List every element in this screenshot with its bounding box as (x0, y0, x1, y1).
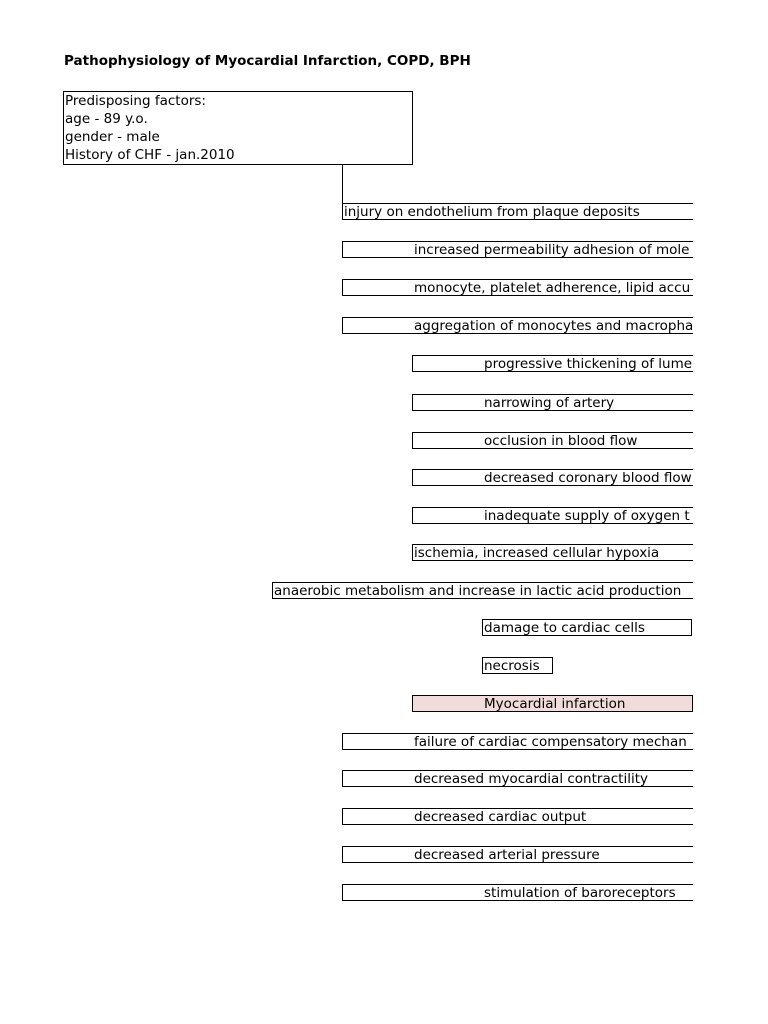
node-myocardial-infarction: Myocardial infarction (412, 695, 693, 712)
node-contractility: decreased myocardial contractility (342, 770, 693, 787)
node-thickening: progressive thickening of lume (412, 355, 693, 372)
node-cell-damage: damage to cardiac cells (482, 619, 692, 636)
predisposing-factors-box (63, 91, 413, 165)
predisposing-factor-gender: gender - male (65, 129, 160, 145)
predisposing-factor-history: History of CHF - jan.2010 (65, 147, 235, 163)
node-coronary-flow: decreased coronary blood flow (412, 469, 693, 486)
node-baroreceptors: stimulation of baroreceptors (342, 884, 693, 901)
flow-connector-line (342, 165, 343, 203)
page-title: Pathophysiology of Myocardial Infarction, COPD, BPH (64, 53, 471, 69)
node-ischemia: ischemia, increased cellular hypoxia (412, 544, 693, 561)
node-aggregation: aggregation of monocytes and macropha (342, 317, 693, 334)
node-narrowing: narrowing of artery (412, 394, 693, 411)
node-oxygen-supply: inadequate supply of oxygen t (412, 507, 693, 524)
predisposing-factor-age: age - 89 y.o. (65, 111, 148, 127)
predisposing-factors-heading: Predisposing factors: (65, 93, 206, 109)
node-arterial-pressure: decreased arterial pressure (342, 846, 693, 863)
node-anaerobic: anaerobic metabolism and increase in lactic acid production (272, 582, 693, 599)
node-necrosis: necrosis (482, 657, 553, 674)
node-occlusion: occlusion in blood flow (412, 432, 693, 449)
node-monocyte-platelet: monocyte, platelet adherence, lipid accu (342, 279, 693, 296)
node-compensatory-failure: failure of cardiac compensatory mechan (342, 733, 693, 750)
node-permeability: increased permeability adhesion of mole (342, 241, 693, 258)
node-cardiac-output: decreased cardiac output (342, 808, 693, 825)
node-injury: injury on endothelium from plaque deposits (342, 203, 693, 220)
